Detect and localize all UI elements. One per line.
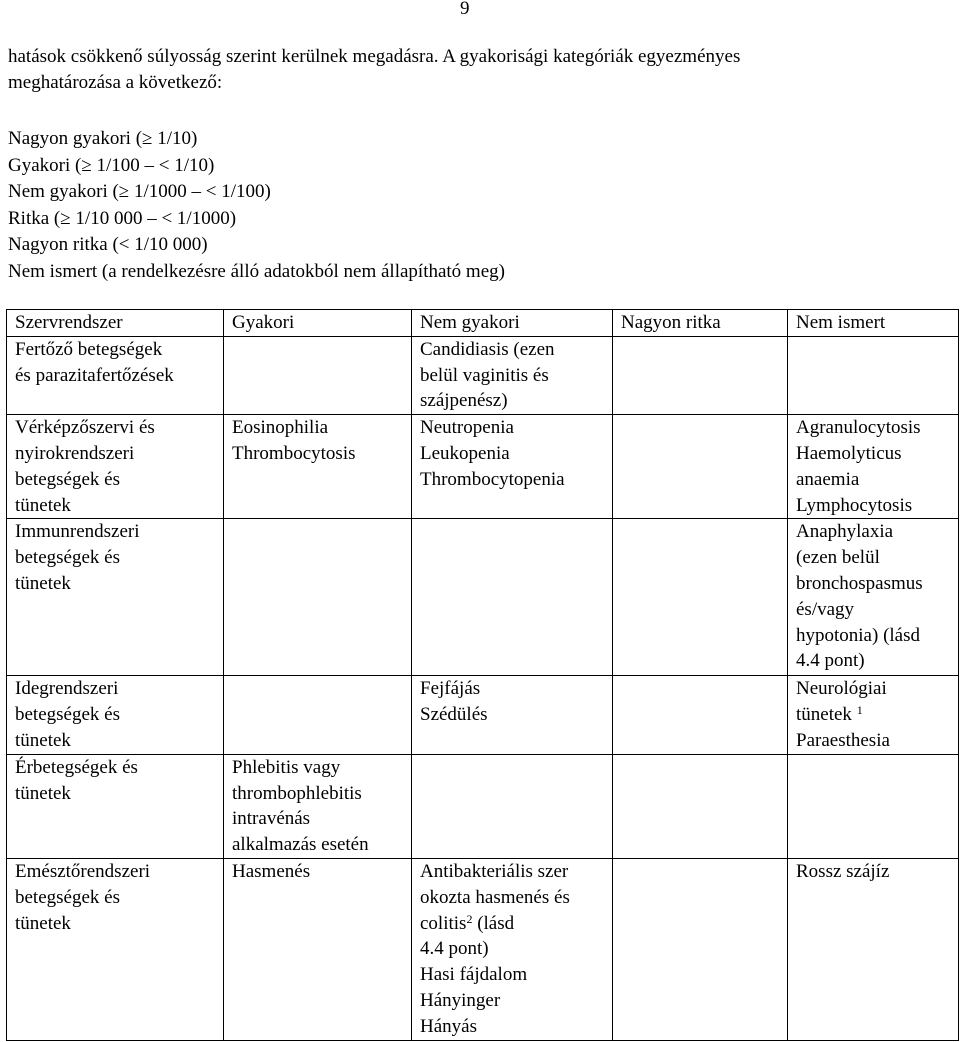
cell-line: Fejfájás	[420, 678, 481, 700]
cell-line: okozta hasmenés és	[420, 886, 570, 908]
cell-line: Emésztőrendszeri	[15, 860, 151, 882]
table-header-row	[7, 310, 959, 337]
uncommon-cell	[412, 754, 613, 858]
cell-line: Rossz szájíz	[796, 860, 890, 882]
cell-line: betegségek és	[15, 547, 120, 569]
soc-cell	[7, 676, 224, 754]
soc-cell	[7, 754, 224, 858]
freq-uncommon: Nem gyakori (≥ 1/1000 – < 1/100)	[8, 181, 271, 202]
soc-cell	[7, 858, 224, 1040]
table-row	[7, 754, 959, 858]
cell-line: Vérképzőszervi és	[15, 417, 155, 439]
very-rare-cell	[613, 415, 788, 519]
very-rare-cell	[613, 336, 788, 414]
not-known-cell	[788, 676, 959, 754]
cell-line: Immunrendszeri	[15, 521, 140, 543]
cell-line: Haemolyticus	[796, 442, 902, 464]
cell-line: Fertőző betegségek	[15, 338, 163, 360]
cell-line: belül vaginitis és	[420, 364, 549, 386]
adverse-reactions-table	[6, 309, 959, 1041]
common-cell	[224, 676, 412, 754]
cell-line: betegségek és	[15, 704, 120, 726]
table-row	[7, 858, 959, 1040]
not-known-cell	[788, 415, 959, 519]
common-cell	[224, 519, 412, 676]
cell-text: tünetek	[796, 704, 852, 726]
cell-line: Thrombocytopenia	[420, 468, 565, 490]
table-row	[7, 415, 959, 519]
uncommon-cell	[412, 858, 613, 1040]
table-row	[7, 519, 959, 676]
very-rare-cell	[613, 858, 788, 1040]
cell-line: bronchospasmus	[796, 572, 923, 594]
freq-very-common: Nagyon gyakori (≥ 1/10)	[8, 128, 198, 149]
cell-line: thrombophlebitis	[232, 782, 362, 804]
cell-line	[420, 911, 606, 937]
cell-line: szájpenész)	[420, 390, 508, 412]
freq-very-rare: Nagyon ritka (< 1/10 000)	[8, 234, 208, 255]
cell-line: Érbetegségek és	[15, 756, 138, 778]
common-cell	[224, 858, 412, 1040]
cell-text: (lásd	[472, 912, 515, 934]
cell-line: Leukopenia	[420, 442, 510, 464]
uncommon-cell	[412, 336, 613, 414]
cell-line: nyirokrendszeri	[15, 442, 135, 464]
footnote-marker: 1	[856, 703, 863, 718]
cell-line: Lymphocytosis	[796, 494, 913, 516]
intro-paragraph	[8, 44, 948, 96]
cell-line: Antibakteriális szer	[420, 860, 569, 882]
cell-line: 4.4 pont)	[420, 938, 489, 960]
cell-line: és parazitafertőzések	[15, 364, 174, 386]
cell-line: Eosinophilia	[232, 417, 329, 439]
soc-cell	[7, 336, 224, 414]
very-rare-cell	[613, 754, 788, 858]
common-cell	[224, 415, 412, 519]
not-known-cell	[788, 754, 959, 858]
cell-line: Szédülés	[420, 704, 488, 726]
not-known-cell	[788, 519, 959, 676]
frequency-definitions	[8, 126, 505, 285]
cell-line: tünetek	[15, 782, 71, 804]
cell-line: hypotonia) (lásd	[796, 624, 921, 646]
freq-not-known: Nem ismert (a rendelkezésre álló adatokból nem állapítható meg)	[8, 260, 505, 282]
header-cell: Gyakori	[224, 310, 412, 337]
cell-line: Hányás	[420, 1015, 477, 1037]
common-cell	[224, 754, 412, 858]
cell-line: betegségek és	[15, 886, 120, 908]
not-known-cell	[788, 858, 959, 1040]
intro-line-1: hatások csökkenő súlyosság szerint kerülnek megadásra. A gyakorisági kategóriák egyezményes	[8, 46, 741, 67]
cell-line: és/vagy	[796, 598, 855, 620]
cell-line: 4.4 pont)	[796, 650, 865, 672]
cell-line: Phlebitis vagy	[232, 756, 341, 778]
intro-line-2: meghatározása a következő:	[8, 72, 223, 93]
table-row	[7, 336, 959, 414]
cell-line: Hányinger	[420, 989, 501, 1011]
common-cell	[224, 336, 412, 414]
cell-line: Candidiasis (ezen	[420, 338, 555, 360]
soc-cell	[7, 519, 224, 676]
table-row	[7, 676, 959, 754]
very-rare-cell	[613, 519, 788, 676]
header-cell: Szervrendszer	[7, 310, 224, 337]
cell-line: (ezen belül	[796, 547, 880, 569]
page-number: 9	[460, 0, 470, 19]
cell-line: Neurológiai	[796, 678, 887, 700]
cell-line: Anaphylaxia	[796, 521, 894, 543]
uncommon-cell	[412, 676, 613, 754]
cell-line: Hasmenés	[232, 860, 311, 882]
cell-line: Hasi fájdalom	[420, 964, 528, 986]
soc-cell	[7, 415, 224, 519]
uncommon-cell	[412, 519, 613, 676]
header-cell: Nem ismert	[788, 310, 959, 337]
cell-line: tünetek	[15, 494, 71, 516]
cell-line: tünetek	[15, 572, 71, 594]
cell-line: betegségek és	[15, 468, 120, 490]
very-rare-cell	[613, 676, 788, 754]
cell-line: Agranulocytosis	[796, 417, 921, 439]
cell-text: colitis	[420, 912, 467, 934]
uncommon-cell	[412, 415, 613, 519]
cell-line: alkalmazás esetén	[232, 834, 369, 856]
header-cell: Nagyon ritka	[613, 310, 788, 337]
cell-line: tünetek	[15, 729, 71, 751]
cell-line: intravénás	[232, 808, 311, 830]
not-known-cell	[788, 336, 959, 414]
cell-line: Idegrendszeri	[15, 678, 119, 700]
freq-common: Gyakori (≥ 1/100 – < 1/10)	[8, 154, 215, 176]
cell-line: Thrombocytosis	[232, 442, 356, 464]
cell-line	[796, 702, 952, 728]
header-cell: Nem gyakori	[412, 310, 613, 337]
cell-line: Paraesthesia	[796, 729, 890, 751]
cell-line: tünetek	[15, 912, 71, 934]
freq-rare: Ritka (≥ 1/10 000 – < 1/1000)	[8, 207, 237, 229]
cell-line: Neutropenia	[420, 417, 514, 439]
cell-line: anaemia	[796, 468, 860, 490]
footnote-marker: 2	[466, 911, 473, 926]
